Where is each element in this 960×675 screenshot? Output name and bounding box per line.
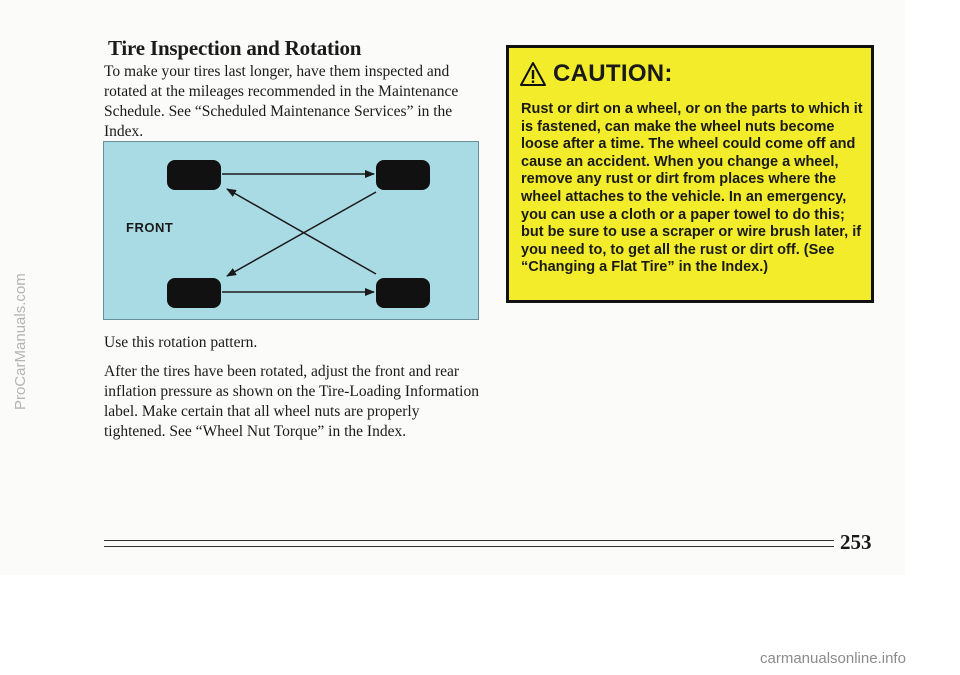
after-rotation-paragraph: After the tires have been rotated, adjust the front and rear inflation pressure as shown on the Tire-Loading Information label. Make certain that all wheel nuts are properly tightened. See “Wheel Nut Torque” in the Index.	[104, 363, 479, 440]
diagonal-arrow-to-rear-left	[227, 192, 376, 276]
front-left-tire	[167, 160, 221, 190]
bottom-watermark: carmanualsonline.info	[760, 650, 906, 667]
footer-rule-top	[104, 540, 834, 541]
caution-header	[519, 60, 673, 88]
warning-triangle-icon	[519, 61, 547, 87]
section-title: Tire Inspection and Rotation	[108, 36, 362, 60]
footer-rule-bottom	[104, 546, 834, 547]
front-right-tire	[376, 160, 430, 190]
caution-title: CAUTION:	[553, 60, 673, 87]
pattern-note: Use this rotation pattern.	[104, 334, 258, 351]
caution-box	[506, 45, 874, 303]
diagonal-arrow-to-front-left	[227, 189, 376, 274]
rotation-diagram	[103, 141, 479, 320]
page-number: 253	[840, 530, 872, 554]
front-label: FRONT	[126, 220, 174, 235]
side-watermark: ProCarManuals.com	[12, 273, 29, 410]
rear-left-tire	[167, 278, 221, 308]
caution-text: Rust or dirt on a wheel, or on the parts to which it is fastened, can make the wheel nuts become loose after a time. The wheel could come off and cause an accident. When you change a wheel, remove any rust or dirt from places where the wheel attaches to the vehicle. In an emergency, you can use a cloth or a paper towel to do this; but be sure to use a scraper or wire brush later, if you need to, to get all the rust or dirt off. (See “Changing a Flat Tire” in the Index.)	[521, 101, 863, 276]
rear-right-tire	[376, 278, 430, 308]
intro-paragraph: To make your tires last longer, have them inspected and rotated at the mileages recommended in the Maintenance Schedule. See “Scheduled Maintenance Services” in the Index.	[104, 63, 459, 140]
